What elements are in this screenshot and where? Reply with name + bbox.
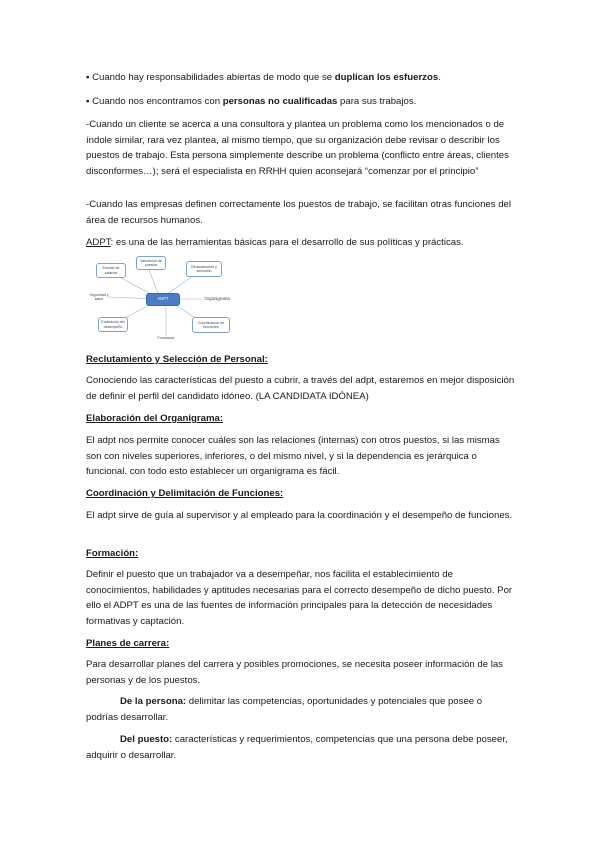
bullet-bold: duplican los esfuerzos <box>334 72 439 83</box>
adpt-definition <box>86 235 516 251</box>
body-reclutamiento: Conociendo las características del puesto a cubrir, a través del adpt, estaremos en mejor disposición de definir el perfil del candidato idóneo. (LA CANDIDATA IDÓNEA) <box>86 375 515 402</box>
bullet-text: ▪ Cuando hay responsabilidades abiertas de modo que se <box>86 72 335 83</box>
bullet-text-end: . <box>438 72 441 83</box>
diagram-node-formacion: Formación <box>157 335 175 340</box>
heading-organigrama: Elaboración del Organigrama: <box>86 413 224 424</box>
paragraph-empresas: -Cuando las empresas definen correctamente los puestos de trabajo, se facilitan otras funciones del área de recursos humanos. <box>86 199 512 226</box>
puesto-label: Del puesto: <box>120 734 173 745</box>
paragraph-consultora: -Cuando un cliente se acerca a una consultora y plantea un problema como los mencionados o de índole similar, rara vez plantea, al mismo tiempo, que su organización debe revisar o describir los puestos de trabajo. Esta persona simplemente describe un problema (conflicto entre áreas, clientes disconformes…); será el especialista en RRHH quien aconsejará “comenzar por el principio” <box>86 119 509 177</box>
persona-text: delimitar las competencias, oportunidades y potenciales que posee o podrías desarrollar. <box>86 696 483 723</box>
diagram-node-salarios: Estudio de salarios <box>96 263 126 278</box>
puesto-text: características y requerimientos, competencias que una persona debe poseer, adquirir o desarrollar. <box>86 734 508 761</box>
diagram-node-reclutamiento: Reclutamiento y selección <box>186 261 222 277</box>
heading-formacion: Formación: <box>86 548 139 559</box>
bullet-duplican <box>86 70 516 86</box>
heading-coordinacion: Coordinación y Delimitación de Funciones: <box>86 488 284 499</box>
diagram-node-organigrama: Organigrama <box>204 295 230 301</box>
body-planes: Para desarrollar planes del carrera y posibles promociones, se necesita poseer información de las personas y de los puestos. <box>86 659 504 686</box>
persona-label: De la persona: <box>120 696 187 707</box>
heading-reclutamiento: Reclutamiento y Selección de Personal: <box>86 354 268 365</box>
diagram-node-higiene: Seguridad y salud <box>89 292 109 301</box>
planes-puesto <box>86 732 516 763</box>
body-organigrama: El adpt nos permite conocer cuáles son las relaciones (internas) con otros puestos, si las mismas son con niveles superiores, inferiores, o del mismo nivel, y si la dependencia es jerárquica o funcional. con todo esto establecer un organigrama es fácil. <box>86 435 500 477</box>
heading-planes: Planes de carrera: <box>86 638 170 649</box>
bullet-text: ▪ Cuando nos encontramos con <box>86 96 223 107</box>
bullet-text-end: para sus trabajos. <box>337 96 417 107</box>
body-coordinacion: El adpt sirve de guía al supervisor y al empleado para la coordinación y el desempeño de funciones. <box>86 510 513 521</box>
body-formacion: Definir el puesto que un trabajador va a desempeñar, nos facilita el establecimiento de conocimientos, habilidades y aptitudes necesarias para el correcto desempeño de dicho puesto. Por ello el ADPT es una de las fuentes de información principales para la detección de necesidades formativas y captación. <box>86 569 513 627</box>
diagram-node-coordinacion: Coordinación de funciones <box>192 317 230 333</box>
diagram-node-valoracion: Valoración de puestos <box>136 256 166 270</box>
diagram-node-adpt: ADPT <box>146 293 180 306</box>
adpt-text: : es una de las herramientas básicas para el desarrollo de sus políticas y prácticas. <box>110 237 464 248</box>
diagram-node-desempeno: Evaluación del desempeño <box>98 317 128 332</box>
adpt-term: ADPT <box>86 237 111 248</box>
bullet-cualificadas <box>86 94 516 110</box>
bullet-bold: personas no cualificadas <box>222 96 338 107</box>
adpt-diagram <box>86 253 264 345</box>
planes-persona <box>86 694 516 725</box>
